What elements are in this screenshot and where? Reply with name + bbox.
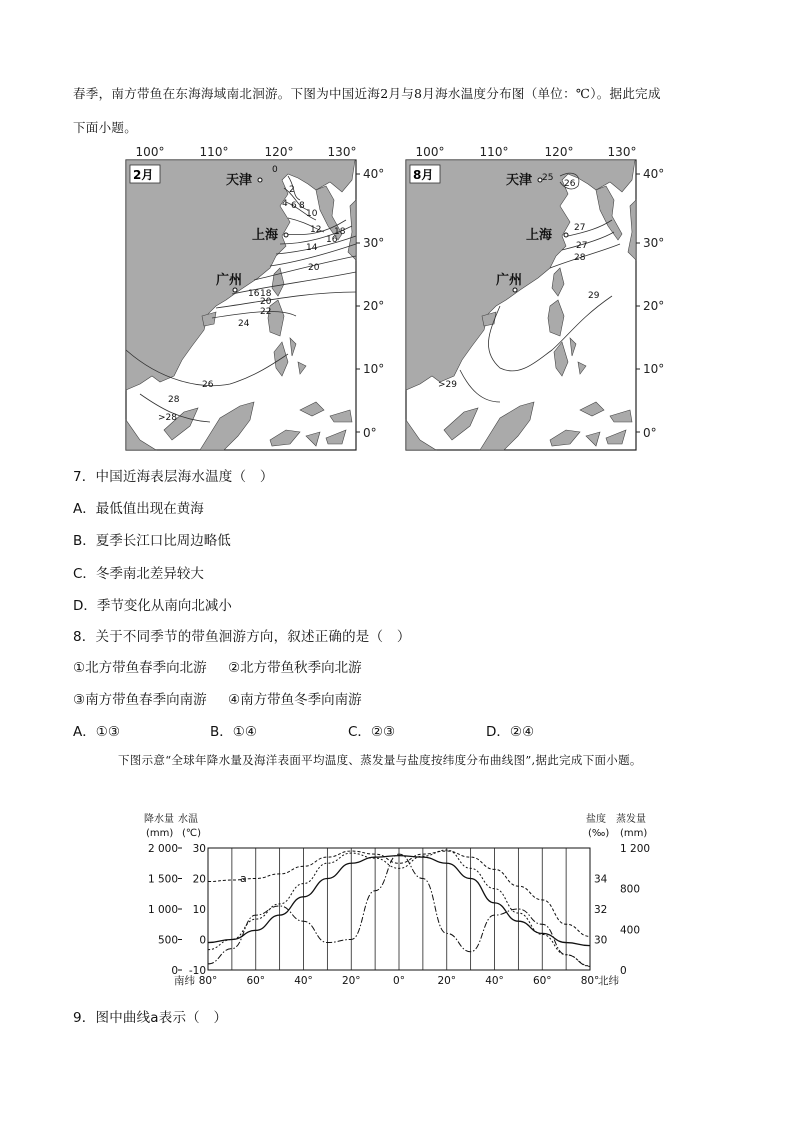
x-tick-label: 80° [580, 975, 600, 987]
evap-tick: 400 [620, 924, 641, 937]
temp-tick: 30 [192, 843, 206, 855]
q8-item-1: ①北方带鱼春季向北游 [73, 660, 207, 676]
q8-option-a[interactable]: A．①③ [73, 724, 120, 740]
series-a-label: a [240, 872, 247, 885]
aug-lon-label: 100° [415, 145, 445, 159]
x-tick-label: 40° [294, 975, 313, 987]
feb-isotherm-label: 24 [238, 319, 250, 329]
precip-tick: 2 000 [147, 843, 178, 855]
feb-isotherm-label: >28 [158, 413, 177, 423]
feb-isotherm-label: 16 [326, 235, 338, 245]
aug-lat-label: 30° [643, 236, 665, 250]
x-right-label: 北纬 [598, 975, 619, 987]
q8-item-2: ②北方带鱼秋季向北游 [228, 660, 362, 676]
precip-tick: 500 [157, 934, 178, 947]
precip-tick: 0 [171, 965, 178, 977]
salinity-axis-label: 盐度 [586, 814, 606, 825]
aug-lat-label: 20° [643, 299, 665, 313]
feb-isotherm-label: 18 [334, 227, 346, 237]
q7-option-b[interactable]: B．夏季长江口比周边略低 [73, 533, 231, 549]
feb-city-guangzhou: 广州 [216, 273, 243, 288]
aug-lon-label: 120° [544, 145, 574, 159]
map-august [406, 145, 664, 450]
aug-month-label: 8月 [413, 168, 434, 182]
temp-axis-label: 水温 [178, 814, 198, 825]
feb-isotherm-label: 2 [289, 185, 295, 195]
salinity-axis-unit: (‰) [588, 828, 610, 839]
feb-isotherm-label: 10 [306, 209, 318, 219]
temp-tick: 0 [199, 934, 206, 947]
feb-lon-label: 130° [327, 145, 357, 159]
feb-lat-label: 30° [363, 236, 385, 250]
aug-city-tianjin: 天津 [506, 173, 533, 188]
evap-tick: 1 200 [620, 843, 651, 855]
temp-axis-unit: (℃) [182, 828, 202, 839]
feb-isotherm-label: 4 [282, 199, 288, 209]
feb-lat-label: 20° [363, 299, 385, 313]
q9-stem: 9．图中曲线a表示（ ） [73, 1010, 228, 1026]
q7-option-a[interactable]: A．最低值出现在黄海 [73, 501, 204, 517]
feb-isotherm-label: 28 [168, 395, 180, 405]
feb-isotherm-label: 20 [260, 297, 272, 307]
precip-tick: 1 000 [147, 904, 178, 916]
temp-tick: -10 [188, 965, 206, 977]
aug-lat-label: 0° [643, 426, 657, 440]
feb-isotherm-label: 6 [291, 201, 297, 211]
feb-city-shanghai: 上海 [252, 228, 279, 243]
x-tick-label: 40° [485, 975, 504, 987]
feb-isotherm-label: 22 [260, 307, 272, 317]
evap-axis-unit: (mm) [620, 828, 648, 839]
evap-tick: 800 [620, 883, 641, 896]
feb-isotherm-label: 18 [260, 289, 272, 299]
precip-axis-label: 降水量 [144, 814, 174, 825]
aug-isotherm-label: 26 [564, 179, 576, 189]
x-tick-label: 20° [437, 975, 457, 987]
q7-option-d[interactable]: D．季节变化从南向北减小 [73, 598, 232, 614]
feb-isotherm-label: 12 [310, 225, 322, 235]
q7-stem: 7．中国近海表层海水温度（ ） [73, 469, 274, 485]
x-tick-label: 20° [341, 975, 361, 987]
temp-tick: 10 [192, 904, 206, 916]
feb-lat-label: 40° [363, 167, 385, 181]
feb-lat-label: 0° [363, 426, 377, 440]
q7-option-c[interactable]: C．冬季南北差异较大 [73, 566, 204, 582]
feb-lon-label: 120° [264, 145, 294, 159]
intro-line-2: 下面小题。 [73, 120, 138, 135]
feb-lon-label: 110° [199, 145, 229, 159]
aug-city-shanghai: 上海 [526, 228, 553, 243]
aug-isotherm-label: 29 [588, 291, 600, 301]
q8-option-c[interactable]: C．②③ [348, 724, 396, 740]
feb-isotherm-label: 20 [308, 263, 320, 273]
aug-city-guangzhou: 广州 [496, 273, 523, 288]
feb-isotherm-label: 26 [202, 380, 214, 390]
q8-stem: 8．关于不同季节的带鱼洄游方向，叙述正确的是（ ） [73, 629, 411, 645]
aug-isotherm-label: 25 [542, 173, 554, 183]
salinity-tick: 30 [594, 934, 608, 947]
temp-tick: 20 [192, 873, 206, 886]
aug-isotherm-label: 27 [574, 223, 586, 233]
map-february [126, 145, 384, 450]
evap-tick: 0 [620, 965, 627, 977]
aug-isotherm-label: 28 [574, 253, 586, 263]
aug-isotherm-label: >29 [438, 380, 457, 390]
feb-month-label: 2月 [133, 168, 154, 182]
aug-lat-label: 40° [643, 167, 665, 181]
salinity-tick: 34 [594, 873, 608, 886]
intro-2: 下图示意“全球年降水量及海洋表面平均温度、蒸发量与盐度按纬度分布曲线图”,据此完成下面小题。 [118, 753, 642, 767]
q8-item-4: ④南方带鱼冬季向南游 [228, 692, 362, 708]
precip-axis-unit: (mm) [146, 828, 174, 839]
evap-axis-label: 蒸发量 [616, 814, 646, 825]
aug-lon-label: 110° [479, 145, 509, 159]
aug-lat-label: 10° [643, 362, 665, 376]
feb-city-tianjin: 天津 [226, 173, 253, 188]
intro-line-1: 春季，南方带鱼在东海海域南北洄游。下图为中国近海2月与8月海水温度分布图（单位：℃）。据此完成 [73, 86, 661, 101]
q8-option-d[interactable]: D．②④ [486, 724, 535, 740]
x-tick-label: 60° [532, 975, 552, 987]
aug-lon-label: 130° [607, 145, 637, 159]
q8-option-b[interactable]: B．①④ [210, 724, 257, 740]
q8-item-3: ③南方带鱼春季向南游 [73, 692, 207, 708]
feb-isotherm-label: 8 [299, 201, 305, 211]
feb-isotherm-label: 0 [272, 165, 278, 175]
feb-isotherm-label: 16 [248, 289, 260, 299]
salinity-tick: 32 [594, 904, 608, 916]
sea-temperature-maps [120, 140, 680, 452]
feb-lon-label: 100° [135, 145, 165, 159]
latitude-distribution-chart [140, 808, 660, 993]
x-tick-label: 80° [198, 975, 218, 987]
aug-isotherm-label: 27 [576, 241, 588, 251]
x-left-label: 南纬 [174, 975, 195, 987]
feb-lat-label: 10° [363, 362, 385, 376]
x-tick-label: 0° [393, 975, 405, 987]
x-tick-label: 60° [246, 975, 266, 987]
precip-tick: 1 500 [147, 873, 178, 886]
feb-isotherm-label: 14 [306, 243, 318, 253]
